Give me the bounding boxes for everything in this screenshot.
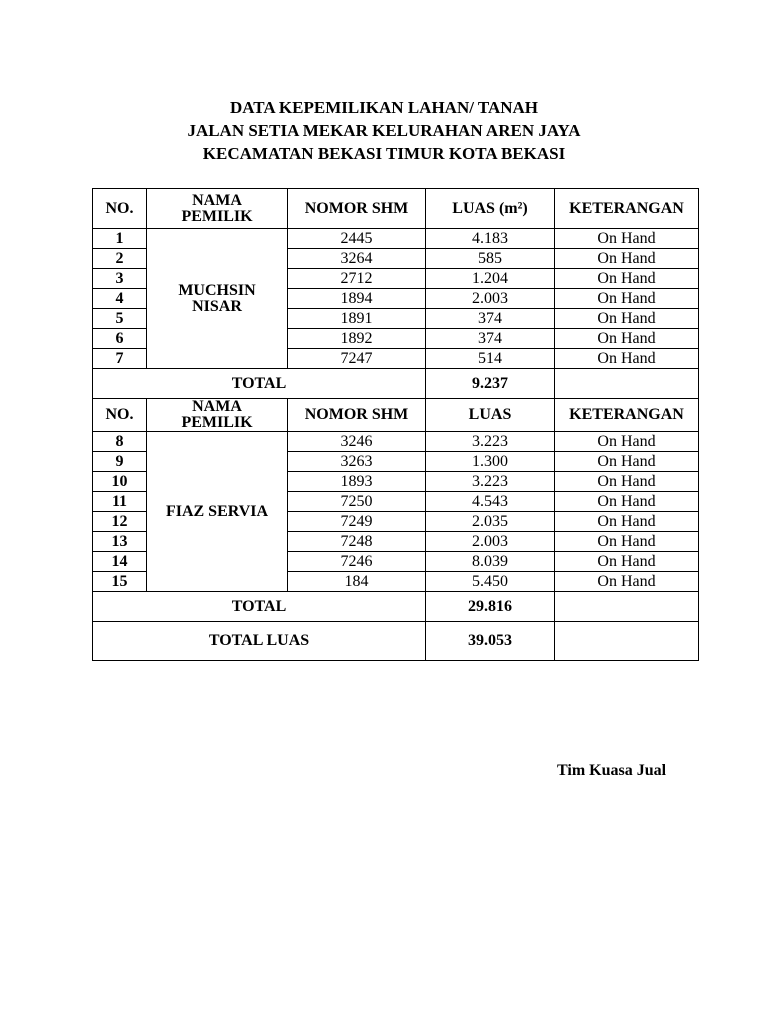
cell-luas: 1.300 [426,452,555,472]
subtotal-row [93,592,699,622]
title-line-1: DATA KEPEMILIKAN LAHAN/ TANAH [229,98,539,117]
subtotal-value: 9.237 [426,369,555,399]
cell-shm: 1891 [288,309,426,329]
header-owner-line-2: PEMILIK [181,207,253,225]
cell-shm: 7247 [288,349,426,369]
cell-luas: 374 [426,329,555,349]
cell-keterangan: On Hand [555,512,699,532]
cell-luas: 2.003 [426,532,555,552]
cell-no: 13 [93,532,147,552]
header-no: NO. [93,399,147,432]
table-header-row [93,399,699,432]
document-title [0,96,768,165]
cell-keterangan: On Hand [555,309,699,329]
title-line-2: JALAN SETIA MEKAR KELURAHAN AREN JAYA [187,121,581,140]
cell-shm: 3263 [288,452,426,472]
grand-total-label: TOTAL LUAS [93,622,426,661]
cell-luas: 4.183 [426,229,555,249]
cell-no: 4 [93,289,147,309]
header-shm: NOMOR SHM [288,399,426,432]
cell-keterangan: On Hand [555,492,699,512]
subtotal-label: TOTAL [93,592,426,622]
header-no: NO. [93,189,147,229]
cell-no: 14 [93,552,147,572]
cell-keterangan: On Hand [555,432,699,452]
header-luas: LUAS [426,399,555,432]
cell-no: 8 [93,432,147,452]
cell-keterangan: On Hand [555,552,699,572]
cell-no: 15 [93,572,147,592]
header-keterangan: KETERANGAN [555,399,699,432]
cell-shm: 2712 [288,269,426,289]
table-header-row [93,189,699,229]
header-owner-line-2: PEMILIK [181,414,253,431]
land-ownership-table [92,188,699,661]
cell-no: 5 [93,309,147,329]
grand-total-value: 39.053 [426,622,555,661]
cell-keterangan: On Hand [555,229,699,249]
signature-label: Tim Kuasa Jual [557,762,667,779]
cell-luas: 3.223 [426,472,555,492]
title-line-3: KECAMATAN BEKASI TIMUR KOTA BEKASI [202,144,566,163]
subtotal-empty-cell [555,592,699,622]
subtotal-label: TOTAL [93,369,426,399]
cell-no: 7 [93,349,147,369]
cell-no: 1 [93,229,147,249]
subtotal-row [93,369,699,399]
owner-name-cell: FIAZ SERVIA [147,432,288,592]
cell-keterangan: On Hand [555,472,699,492]
cell-no: 10 [93,472,147,492]
cell-keterangan: On Hand [555,269,699,289]
header-shm: NOMOR SHM [288,189,426,229]
header-keterangan: KETERANGAN [555,189,699,229]
table-row [93,229,699,249]
cell-luas: 514 [426,349,555,369]
cell-luas: 585 [426,249,555,269]
cell-no: 2 [93,249,147,269]
cell-shm: 7246 [288,552,426,572]
owner-name-line-1: MUCHSIN [178,281,256,299]
cell-shm: 1892 [288,329,426,349]
cell-shm: 1894 [288,289,426,309]
cell-shm: 7250 [288,492,426,512]
cell-luas: 8.039 [426,552,555,572]
owner-name-cell [147,229,288,369]
subtotal-empty-cell [555,369,699,399]
cell-shm: 7248 [288,532,426,552]
header-owner-line-1: NAMA [192,398,242,415]
cell-keterangan: On Hand [555,289,699,309]
cell-luas: 2.035 [426,512,555,532]
header-luas: LUAS (m²) [426,189,555,229]
cell-keterangan: On Hand [555,532,699,552]
cell-keterangan: On Hand [555,329,699,349]
cell-luas: 3.223 [426,432,555,452]
header-owner-line-1: NAMA [192,191,242,209]
cell-no: 12 [93,512,147,532]
subtotal-value: 29.816 [426,592,555,622]
cell-luas: 5.450 [426,572,555,592]
cell-no: 11 [93,492,147,512]
cell-shm: 184 [288,572,426,592]
header-owner-name [147,189,288,229]
cell-no: 9 [93,452,147,472]
header-owner-name [147,399,288,432]
cell-shm: 3264 [288,249,426,269]
cell-keterangan: On Hand [555,572,699,592]
owner-name-line-2: NISAR [192,297,242,315]
cell-no: 6 [93,329,147,349]
cell-shm: 2445 [288,229,426,249]
cell-luas: 1.204 [426,269,555,289]
cell-luas: 4.543 [426,492,555,512]
cell-shm: 7249 [288,512,426,532]
cell-keterangan: On Hand [555,349,699,369]
cell-keterangan: On Hand [555,249,699,269]
cell-shm: 3246 [288,432,426,452]
cell-luas: 2.003 [426,289,555,309]
cell-keterangan: On Hand [555,452,699,472]
grand-total-empty-cell [555,622,699,661]
cell-luas: 374 [426,309,555,329]
grand-total-row [93,622,699,661]
cell-shm: 1893 [288,472,426,492]
cell-no: 3 [93,269,147,289]
table-row [93,432,699,452]
